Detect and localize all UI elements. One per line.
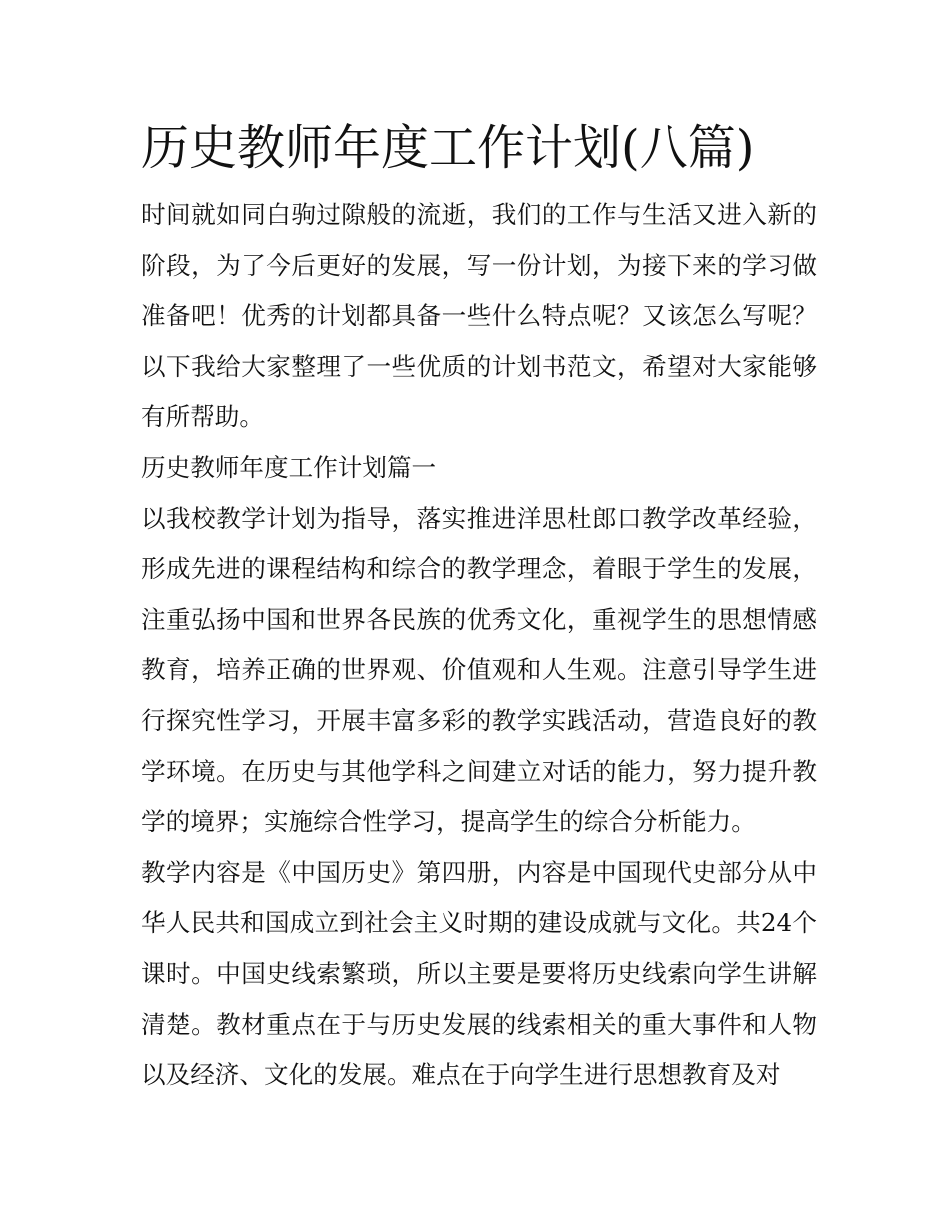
section-heading: 历史教师年度工作计划篇一: [141, 452, 437, 482]
body-paragraph: 以我校教学计划为指导，落实推进洋思杜郎口教学改革经验，形成先进的课程结构和综合的教学理念，着眼于学生的发展，注重弘扬中国和世界各民族的优秀文化，重视学生的思想情感教育，培养正确的世界观、价值观和人生观。注意引导学生进行探究性学习，开展丰富多彩的教学实践活动，营造良好的教学环境。在历史与其他学科之间建立对话的能力，努力提升教学的境界；实施综合性学习，提高学生的综合分析能力。: [141, 503, 817, 837]
intro-paragraph: 时间就如同白驹过隙般的流逝，我们的工作与生活又进入新的阶段，为了今后更好的发展，写一份计划，为接下来的学习做准备吧！优秀的计划都具备一些什么特点呢？又该怎么写呢？以下我给大家整理了一些优质的计划书范文，希望对大家能够有所帮助。: [141, 200, 817, 432]
body-paragraph: 教学内容是《中国历史》第四册，内容是中国现代史部分从中华人民共和国成立到社会主义时期的建设成就与文化。共24个课时。中国史线索繁琐，所以主要是要将历史线索向学生讲解清楚。教材重点在于与历史发展的线索相关的重大事件和人物以及经济、文化的发展。难点在于向学生进行思想教育及对: [141, 857, 817, 1090]
document-title: 历史教师年度工作计划(八篇): [141, 120, 755, 176]
document-body: [141, 112, 817, 1101]
